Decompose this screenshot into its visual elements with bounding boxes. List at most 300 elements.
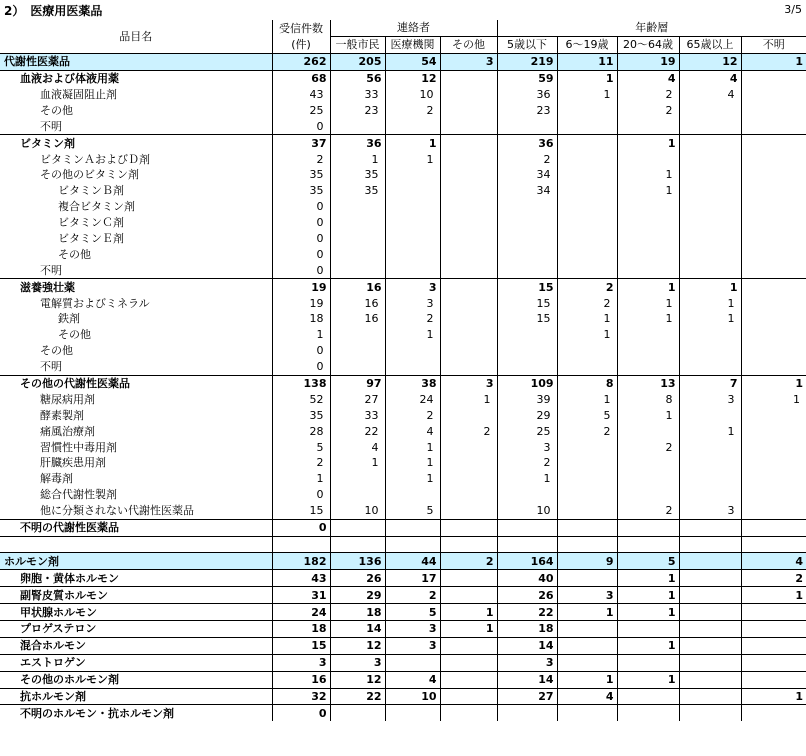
value-cell bbox=[440, 199, 497, 215]
item-name-cell: 甲状腺ホルモン bbox=[0, 604, 272, 621]
value-cell: 4 bbox=[557, 688, 617, 705]
value-cell bbox=[557, 343, 617, 359]
value-cell bbox=[440, 87, 497, 103]
value-cell: 2 bbox=[440, 553, 497, 570]
value-cell: 0 bbox=[272, 231, 330, 247]
item-name-cell: 解毒剤 bbox=[40, 472, 73, 486]
value-cell bbox=[440, 151, 497, 167]
value-cell bbox=[679, 327, 741, 343]
value-cell bbox=[330, 215, 385, 231]
value-cell: 7 bbox=[679, 375, 741, 391]
table-row bbox=[0, 471, 806, 487]
value-cell: 9 bbox=[557, 553, 617, 570]
value-cell bbox=[440, 455, 497, 471]
value-cell: 4 bbox=[330, 439, 385, 455]
item-name-cell: 不明 bbox=[40, 263, 62, 277]
value-cell bbox=[440, 135, 497, 151]
subcategory-row bbox=[0, 620, 806, 637]
value-cell: 164 bbox=[497, 553, 557, 570]
value-cell: 12 bbox=[330, 637, 385, 654]
item-name-cell: ビタミン剤 bbox=[0, 135, 272, 151]
value-cell: 1 bbox=[385, 471, 440, 487]
value-cell: 22 bbox=[497, 604, 557, 621]
value-cell bbox=[385, 183, 440, 199]
item-name-cell: その他 bbox=[58, 247, 91, 261]
value-cell: 26 bbox=[497, 587, 557, 604]
section-title: 2） 医療用医薬品 bbox=[4, 4, 103, 18]
value-cell: 16 bbox=[272, 671, 330, 688]
value-cell: 5 bbox=[557, 407, 617, 423]
value-cell: 3 bbox=[440, 53, 497, 70]
value-cell bbox=[679, 407, 741, 423]
item-name-cell: その他 bbox=[40, 103, 73, 117]
table-row bbox=[0, 407, 806, 423]
table-row bbox=[0, 87, 806, 103]
value-cell bbox=[557, 167, 617, 183]
value-cell bbox=[679, 455, 741, 471]
value-cell: 1 bbox=[272, 327, 330, 343]
value-cell bbox=[440, 637, 497, 654]
value-cell bbox=[557, 536, 617, 553]
value-cell bbox=[741, 199, 806, 215]
value-cell bbox=[440, 536, 497, 553]
value-cell: 1 bbox=[617, 183, 679, 199]
value-cell: 15 bbox=[272, 637, 330, 654]
table-row bbox=[0, 327, 806, 343]
value-cell: 1 bbox=[617, 407, 679, 423]
value-cell bbox=[497, 487, 557, 503]
value-cell: 3 bbox=[679, 503, 741, 519]
value-cell bbox=[330, 536, 385, 553]
value-cell bbox=[440, 570, 497, 587]
value-cell: 1 bbox=[679, 295, 741, 311]
value-cell: 23 bbox=[497, 102, 557, 118]
value-cell bbox=[440, 654, 497, 671]
value-cell bbox=[679, 570, 741, 587]
value-cell: 3 bbox=[272, 654, 330, 671]
subcategory-row bbox=[0, 70, 806, 86]
value-cell bbox=[440, 279, 497, 295]
item-name-cell: 代謝性医薬品 bbox=[0, 53, 272, 70]
item-name-cell: その他 bbox=[40, 344, 73, 358]
value-cell bbox=[440, 503, 497, 519]
value-cell: 1 bbox=[741, 688, 806, 705]
value-cell: 1 bbox=[741, 53, 806, 70]
value-cell: 1 bbox=[330, 151, 385, 167]
value-cell bbox=[679, 167, 741, 183]
value-cell: 3 bbox=[385, 620, 440, 637]
table-row bbox=[0, 231, 806, 247]
value-cell: 18 bbox=[330, 604, 385, 621]
value-cell bbox=[679, 439, 741, 455]
item-name-cell: 糖尿病用剤 bbox=[40, 392, 95, 406]
value-cell bbox=[385, 167, 440, 183]
value-cell: 1 bbox=[440, 604, 497, 621]
value-cell: 1 bbox=[741, 375, 806, 391]
column-header: 一般市民 bbox=[330, 36, 385, 53]
value-cell bbox=[741, 102, 806, 118]
table-row bbox=[0, 423, 806, 439]
table-row bbox=[0, 199, 806, 215]
value-cell bbox=[741, 279, 806, 295]
value-cell: 36 bbox=[330, 135, 385, 151]
value-cell: 56 bbox=[330, 70, 385, 86]
value-cell: 8 bbox=[617, 391, 679, 407]
value-cell bbox=[741, 231, 806, 247]
value-cell bbox=[741, 705, 806, 721]
table-body bbox=[0, 53, 806, 721]
value-cell bbox=[330, 471, 385, 487]
value-cell: 1 bbox=[440, 391, 497, 407]
value-cell bbox=[617, 151, 679, 167]
item-name-cell: 酵素製剤 bbox=[40, 408, 84, 422]
value-cell bbox=[679, 231, 741, 247]
received-count-header: 受信件数 bbox=[272, 20, 330, 36]
value-cell: 3 bbox=[385, 295, 440, 311]
value-cell bbox=[440, 262, 497, 278]
table-row bbox=[0, 439, 806, 455]
value-cell: 34 bbox=[497, 167, 557, 183]
table-row bbox=[0, 151, 806, 167]
value-cell: 1 bbox=[272, 471, 330, 487]
value-cell bbox=[679, 471, 741, 487]
value-cell bbox=[557, 654, 617, 671]
value-cell: 0 bbox=[272, 343, 330, 359]
value-cell bbox=[741, 407, 806, 423]
table-row bbox=[0, 167, 806, 183]
value-cell bbox=[557, 455, 617, 471]
value-cell bbox=[679, 343, 741, 359]
item-name-cell: 不明の代謝性医薬品 bbox=[0, 519, 272, 536]
value-cell: 0 bbox=[272, 118, 330, 134]
value-cell: 19 bbox=[272, 295, 330, 311]
value-cell: 11 bbox=[557, 53, 617, 70]
value-cell: 2 bbox=[741, 570, 806, 587]
value-cell bbox=[497, 359, 557, 375]
item-name-cell: その他 bbox=[58, 328, 91, 342]
table-row bbox=[0, 118, 806, 134]
value-cell: 39 bbox=[497, 391, 557, 407]
value-cell bbox=[557, 359, 617, 375]
item-name-cell: 複合ビタミン剤 bbox=[58, 200, 135, 214]
value-cell bbox=[741, 135, 806, 151]
subcategory-row bbox=[0, 279, 806, 295]
value-cell: 1 bbox=[557, 70, 617, 86]
value-cell bbox=[741, 471, 806, 487]
value-cell bbox=[741, 327, 806, 343]
value-cell bbox=[679, 199, 741, 215]
value-cell: 138 bbox=[272, 375, 330, 391]
value-cell: 25 bbox=[272, 102, 330, 118]
value-cell: 35 bbox=[272, 183, 330, 199]
value-cell bbox=[741, 671, 806, 688]
value-cell bbox=[557, 471, 617, 487]
value-cell bbox=[330, 118, 385, 134]
value-cell bbox=[557, 231, 617, 247]
item-name-cell: 痛風治療剤 bbox=[40, 424, 95, 438]
subcategory-row bbox=[0, 519, 806, 536]
item-name-cell: 混合ホルモン bbox=[0, 637, 272, 654]
value-cell: 5 bbox=[385, 604, 440, 621]
value-cell: 1 bbox=[385, 439, 440, 455]
value-cell bbox=[741, 503, 806, 519]
value-cell: 1 bbox=[330, 455, 385, 471]
value-cell bbox=[385, 118, 440, 134]
value-cell: 1 bbox=[617, 604, 679, 621]
value-cell: 2 bbox=[557, 423, 617, 439]
value-cell: 1 bbox=[385, 135, 440, 151]
table-row bbox=[0, 487, 806, 503]
value-cell bbox=[385, 343, 440, 359]
value-cell: 40 bbox=[497, 570, 557, 587]
item-name-cell: 習慣性中毒用剤 bbox=[40, 440, 117, 454]
value-cell bbox=[440, 471, 497, 487]
value-cell: 1 bbox=[557, 87, 617, 103]
value-cell bbox=[497, 705, 557, 721]
value-cell: 43 bbox=[272, 87, 330, 103]
value-cell bbox=[741, 536, 806, 553]
subcategory-row bbox=[0, 587, 806, 604]
value-cell bbox=[440, 215, 497, 231]
value-cell: 97 bbox=[330, 375, 385, 391]
value-cell: 36 bbox=[497, 135, 557, 151]
value-cell: 1 bbox=[617, 570, 679, 587]
value-cell: 1 bbox=[557, 327, 617, 343]
item-name-cell: その他のビタミン剤 bbox=[40, 168, 139, 182]
value-cell bbox=[679, 536, 741, 553]
value-cell bbox=[679, 151, 741, 167]
category-row bbox=[0, 53, 806, 70]
value-cell bbox=[440, 327, 497, 343]
subcategory-row bbox=[0, 671, 806, 688]
value-cell: 10 bbox=[330, 503, 385, 519]
value-cell: 2 bbox=[385, 407, 440, 423]
value-cell: 12 bbox=[385, 70, 440, 86]
value-cell bbox=[741, 423, 806, 439]
value-cell: 219 bbox=[497, 53, 557, 70]
value-cell: 2 bbox=[272, 455, 330, 471]
value-cell bbox=[679, 262, 741, 278]
value-cell: 18 bbox=[497, 620, 557, 637]
value-cell: 33 bbox=[330, 87, 385, 103]
value-cell: 2 bbox=[557, 279, 617, 295]
value-cell: 22 bbox=[330, 688, 385, 705]
value-cell: 2 bbox=[557, 295, 617, 311]
table-row bbox=[0, 295, 806, 311]
item-name-cell: ビタミンＣ剤 bbox=[58, 216, 124, 230]
value-cell bbox=[385, 705, 440, 721]
value-cell bbox=[330, 199, 385, 215]
value-cell: 5 bbox=[617, 553, 679, 570]
table-row bbox=[0, 359, 806, 375]
value-cell bbox=[617, 262, 679, 278]
value-cell: 4 bbox=[741, 553, 806, 570]
value-cell bbox=[385, 246, 440, 262]
value-cell bbox=[617, 620, 679, 637]
value-cell bbox=[330, 487, 385, 503]
value-cell bbox=[440, 671, 497, 688]
value-cell bbox=[557, 705, 617, 721]
value-cell bbox=[385, 519, 440, 536]
value-cell: 2 bbox=[497, 455, 557, 471]
value-cell: 3 bbox=[679, 391, 741, 407]
value-cell: 15 bbox=[497, 311, 557, 327]
value-cell: 3 bbox=[497, 439, 557, 455]
value-cell: 1 bbox=[617, 587, 679, 604]
value-cell: 10 bbox=[385, 688, 440, 705]
item-name-cell: 肝臓疾患用剤 bbox=[40, 456, 106, 470]
value-cell: 54 bbox=[385, 53, 440, 70]
value-cell: 3 bbox=[497, 654, 557, 671]
value-cell: 16 bbox=[330, 295, 385, 311]
contact-group-header: 連絡者 bbox=[330, 20, 497, 36]
value-cell bbox=[679, 620, 741, 637]
value-cell bbox=[557, 151, 617, 167]
value-cell bbox=[679, 604, 741, 621]
value-cell bbox=[679, 246, 741, 262]
item-name-cell: ビタミンＢ剤 bbox=[58, 184, 124, 198]
value-cell bbox=[330, 246, 385, 262]
value-cell: 27 bbox=[497, 688, 557, 705]
value-cell bbox=[557, 215, 617, 231]
value-cell: 4 bbox=[679, 70, 741, 86]
value-cell: 23 bbox=[330, 102, 385, 118]
item-name-cell: 副腎皮質ホルモン bbox=[0, 587, 272, 604]
value-cell: 25 bbox=[497, 423, 557, 439]
value-cell bbox=[557, 246, 617, 262]
item-name-cell: 滋養強壮薬 bbox=[0, 279, 272, 295]
item-name-cell: 不明 bbox=[40, 119, 62, 133]
value-cell bbox=[741, 519, 806, 536]
value-cell bbox=[497, 199, 557, 215]
value-cell bbox=[617, 423, 679, 439]
age-group-header: 年齢層 bbox=[497, 20, 806, 36]
value-cell bbox=[741, 151, 806, 167]
value-cell bbox=[385, 654, 440, 671]
value-cell: 31 bbox=[272, 587, 330, 604]
value-cell: 8 bbox=[557, 375, 617, 391]
value-cell bbox=[679, 688, 741, 705]
value-cell: 27 bbox=[330, 391, 385, 407]
item-name-cell: その他のホルモン剤 bbox=[0, 671, 272, 688]
value-cell bbox=[741, 654, 806, 671]
table-row bbox=[0, 391, 806, 407]
value-cell bbox=[557, 637, 617, 654]
value-cell: 1 bbox=[440, 620, 497, 637]
value-cell bbox=[741, 262, 806, 278]
value-cell bbox=[617, 199, 679, 215]
value-cell: 4 bbox=[617, 70, 679, 86]
value-cell: 1 bbox=[617, 295, 679, 311]
value-cell bbox=[557, 439, 617, 455]
value-cell bbox=[497, 343, 557, 359]
value-cell: 26 bbox=[330, 570, 385, 587]
value-cell bbox=[440, 118, 497, 134]
value-cell bbox=[497, 262, 557, 278]
value-cell: 35 bbox=[330, 167, 385, 183]
value-cell: 1 bbox=[617, 279, 679, 295]
value-cell: 28 bbox=[272, 423, 330, 439]
value-cell bbox=[679, 553, 741, 570]
item-name-cell: 抗ホルモン剤 bbox=[0, 688, 272, 705]
value-cell bbox=[557, 135, 617, 151]
value-cell: 3 bbox=[440, 375, 497, 391]
value-cell bbox=[385, 359, 440, 375]
value-cell: 1 bbox=[617, 671, 679, 688]
subcategory-row bbox=[0, 637, 806, 654]
value-cell: 1 bbox=[679, 311, 741, 327]
value-cell: 15 bbox=[272, 503, 330, 519]
value-cell: 15 bbox=[497, 279, 557, 295]
value-cell bbox=[679, 519, 741, 536]
value-cell bbox=[741, 343, 806, 359]
value-cell bbox=[679, 587, 741, 604]
value-cell bbox=[440, 487, 497, 503]
value-cell: 59 bbox=[497, 70, 557, 86]
value-cell bbox=[272, 536, 330, 553]
value-cell bbox=[617, 487, 679, 503]
value-cell bbox=[440, 70, 497, 86]
value-cell bbox=[617, 536, 679, 553]
value-cell bbox=[440, 231, 497, 247]
value-cell bbox=[617, 471, 679, 487]
subcategory-row bbox=[0, 654, 806, 671]
value-cell bbox=[557, 570, 617, 587]
value-cell: 10 bbox=[385, 87, 440, 103]
value-cell: 0 bbox=[272, 705, 330, 721]
value-cell: 36 bbox=[497, 87, 557, 103]
value-cell: 19 bbox=[617, 53, 679, 70]
value-cell: 136 bbox=[330, 553, 385, 570]
value-cell: 2 bbox=[385, 587, 440, 604]
value-cell: 32 bbox=[272, 688, 330, 705]
value-cell bbox=[741, 620, 806, 637]
item-name-cell: 血液および体液用薬 bbox=[0, 70, 272, 86]
value-cell: 1 bbox=[385, 455, 440, 471]
value-cell bbox=[440, 311, 497, 327]
value-cell: 3 bbox=[557, 587, 617, 604]
value-cell bbox=[385, 487, 440, 503]
item-name-cell: 総合代謝性製剤 bbox=[40, 488, 117, 502]
value-cell: 4 bbox=[385, 671, 440, 688]
value-cell bbox=[557, 262, 617, 278]
column-header: 20～64歳 bbox=[617, 36, 679, 53]
value-cell: 12 bbox=[679, 53, 741, 70]
value-cell: 13 bbox=[617, 375, 679, 391]
item-name-header: 品目名 bbox=[0, 20, 272, 53]
column-header: 医療機関 bbox=[385, 36, 440, 53]
value-cell bbox=[557, 503, 617, 519]
value-cell: 0 bbox=[272, 215, 330, 231]
value-cell: 1 bbox=[557, 391, 617, 407]
value-cell bbox=[497, 118, 557, 134]
item-name-cell: 電解質およびミネラル bbox=[40, 296, 150, 310]
value-cell bbox=[385, 215, 440, 231]
value-cell bbox=[741, 70, 806, 86]
value-cell bbox=[330, 359, 385, 375]
value-cell bbox=[330, 262, 385, 278]
value-cell bbox=[330, 231, 385, 247]
value-cell bbox=[440, 439, 497, 455]
value-cell bbox=[385, 199, 440, 215]
value-cell: 0 bbox=[272, 262, 330, 278]
value-cell: 182 bbox=[272, 553, 330, 570]
item-name-cell: その他の代謝性医薬品 bbox=[0, 375, 272, 391]
value-cell bbox=[741, 487, 806, 503]
table-row bbox=[0, 503, 806, 519]
table-header bbox=[0, 20, 806, 53]
value-cell bbox=[440, 587, 497, 604]
